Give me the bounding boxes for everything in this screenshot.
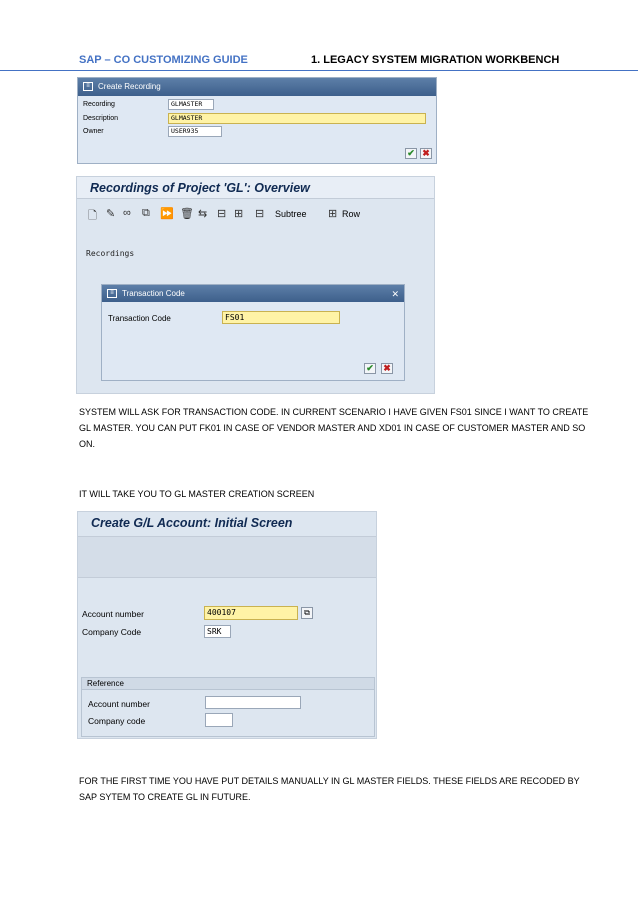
company-code-label: Company Code	[82, 627, 142, 637]
dialog-icon: ≡	[107, 289, 117, 298]
ref-company-code-label: Company code	[88, 716, 146, 726]
create-recording-title: Create Recording	[98, 82, 161, 91]
gl-screen-title: Create G/L Account: Initial Screen	[91, 516, 293, 530]
create-gl-account-screen	[77, 511, 377, 739]
row-icon[interactable]: ⊞	[328, 208, 338, 220]
reference-group	[81, 677, 375, 737]
dialog-icon: ≡	[83, 82, 93, 91]
create-recording-titlebar	[78, 78, 436, 96]
description-label: Description	[83, 115, 119, 122]
guide-title: SAP – CO CUSTOMIZING GUIDE	[79, 54, 248, 66]
section-title	[311, 54, 559, 66]
confirm-check-icon[interactable]: ✔	[364, 363, 376, 374]
ref-account-number-label: Account number	[88, 699, 150, 709]
row-button[interactable]: Row	[342, 209, 361, 219]
company-code-field[interactable]: SRK	[204, 625, 231, 638]
delete-trash-icon[interactable]: 🗑	[180, 208, 194, 220]
edit-pencil-icon[interactable]: ✎	[106, 208, 116, 220]
transfer-icon[interactable]: ⇆	[198, 208, 208, 220]
expand-icon[interactable]: ⊞	[234, 208, 244, 220]
recordings-label: Recordings	[86, 249, 135, 258]
reference-title: Reference	[82, 678, 374, 690]
display-glasses-icon[interactable]: ∞	[123, 207, 131, 219]
transaction-code-label: Transaction Code	[108, 314, 171, 323]
account-number-field[interactable]: 400107	[204, 606, 298, 620]
recording-field[interactable]: GLMASTER	[168, 99, 214, 110]
recording-label: Recording	[83, 101, 115, 108]
transaction-code-dialog	[101, 284, 405, 381]
account-number-label: Account number	[82, 609, 144, 619]
paragraph-gl-screen: IT WILL TAKE YOU TO GL MASTER CREATION SCREEN	[79, 489, 315, 499]
paragraph-transaction-code: SYSTEM WILL ASK FOR TRANSACTION CODE. IN CURRENT SCENARIO I HAVE GIVEN FS01 SINCE I WANT TO CREATE GL MASTER. YOU CAN PUT FK01 IN CASE OF VENDOR MASTER AND XD01 IN CASE OF CUSTOMER MASTER AND SO ON.	[79, 407, 589, 449]
cancel-x-icon[interactable]: ✖	[420, 148, 432, 159]
section-number: 1	[311, 54, 318, 66]
transaction-code-title: Transaction Code	[122, 289, 185, 298]
transaction-code-field[interactable]: FS01	[222, 311, 340, 324]
subtree-icon[interactable]: ⊟	[255, 208, 265, 220]
description-field[interactable]: GLMASTER	[168, 113, 426, 124]
transaction-code-titlebar	[102, 285, 404, 302]
section-name: . LEGACY SYSTEM MIGRATION WORKBENCH	[317, 54, 560, 66]
close-icon[interactable]: ✕	[391, 289, 399, 299]
cancel-x-icon[interactable]: ✖	[381, 363, 393, 374]
subtree-button[interactable]: Subtree	[275, 209, 307, 219]
ref-company-code-field[interactable]	[205, 713, 233, 727]
overview-toolbar	[77, 201, 434, 227]
ref-account-number-field[interactable]	[205, 696, 301, 709]
create-recording-dialog	[77, 77, 437, 164]
overview-title: Recordings of Project 'GL': Overview	[90, 181, 310, 195]
owner-field[interactable]: USER935	[168, 126, 222, 137]
header-divider	[0, 70, 638, 71]
copy-icon[interactable]: ⧉	[142, 207, 150, 219]
recordings-overview-screen	[76, 176, 435, 394]
process-icon[interactable]: ⏩	[160, 208, 174, 220]
paragraph-first-time: FOR THE FIRST TIME YOU HAVE PUT DETAILS MANUALLY IN GL MASTER FIELDS. THESE FIELDS ARE RECODED BY SAP SYTEM TO CREATE GL IN FUTURE.	[79, 776, 580, 802]
matchcode-icon[interactable]: ⧉	[301, 607, 313, 619]
collapse-icon[interactable]: ⊟	[217, 208, 227, 220]
gl-toolbar-band	[78, 536, 376, 578]
owner-label: Owner	[83, 128, 104, 135]
create-icon[interactable]: 🗋	[88, 210, 97, 222]
confirm-check-icon[interactable]: ✔	[405, 148, 417, 159]
